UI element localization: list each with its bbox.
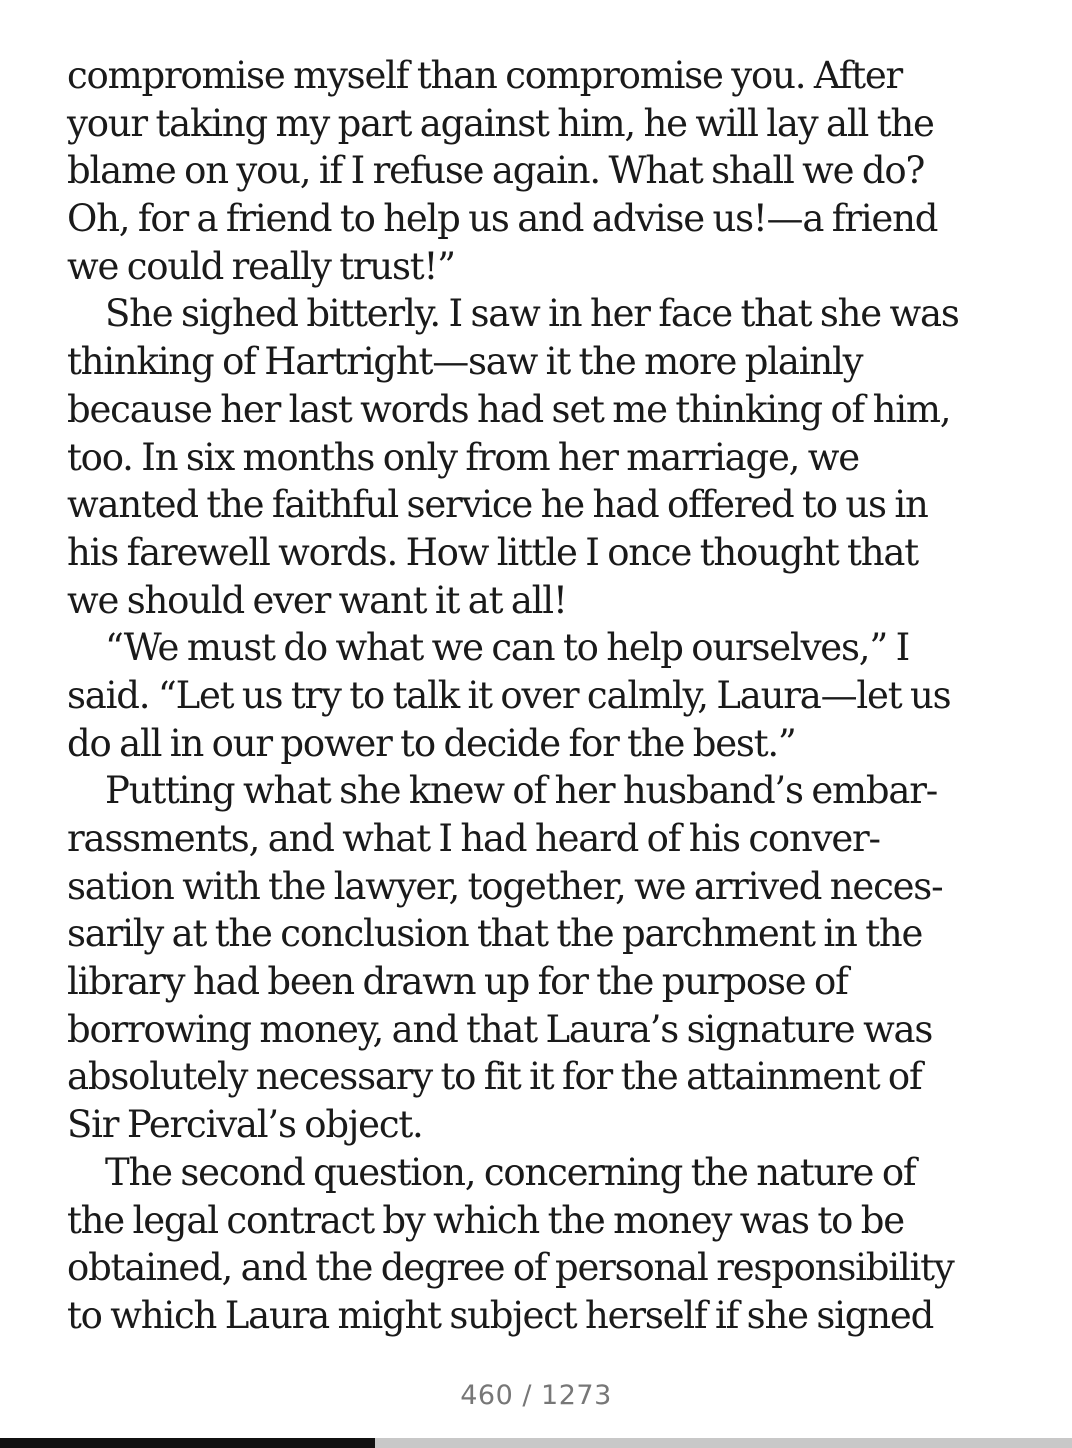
text-line: compromise myself than compromise you. After bbox=[67, 54, 903, 97]
text-line: wanted the faithful service he had offered to us in bbox=[67, 483, 928, 527]
reading-progress-fill bbox=[0, 1438, 375, 1448]
text-line: we should ever want it at all! bbox=[67, 578, 567, 622]
reading-progress-bar[interactable] bbox=[0, 1438, 1072, 1448]
text-line: because her last words had set me thinking of him, bbox=[67, 387, 951, 431]
text-line: blame on you, if I refuse again. What shall we do? bbox=[67, 149, 925, 193]
text-line: to which Laura might subject herself if she signed bbox=[67, 1293, 934, 1337]
text-line: “We must do what we can to help ourselves,” I bbox=[105, 626, 910, 670]
text-line: his farewell words. How little I once thought that bbox=[67, 530, 918, 574]
text-line: obtained, and the degree of personal responsibility bbox=[67, 1246, 954, 1290]
text-line: The second question, concerning the nature of bbox=[105, 1150, 916, 1194]
text-line: She sighed bitterly. I saw in her face that she was bbox=[105, 292, 959, 336]
text-line: too. In six months only from her marriage, we bbox=[67, 435, 859, 479]
text-line: Sir Percival’s object. bbox=[67, 1103, 423, 1147]
text-line: borrowing money, and that Laura’s signature was bbox=[67, 1007, 933, 1051]
text-line: absolutely necessary to fit it for the attainment of bbox=[67, 1055, 922, 1099]
text-line: library had been drawn up for the purpose of bbox=[67, 960, 848, 1004]
text-line: rassments, and what I had heard of his conver- bbox=[67, 817, 880, 860]
text-line: Oh, for a friend to help us and advise us!—a friend bbox=[67, 197, 938, 241]
text-line: thinking of Hartright—saw it the more plainly bbox=[67, 340, 863, 384]
text-line: we could really trust!” bbox=[67, 244, 455, 288]
text-line: your taking my part against him, he will lay all the bbox=[67, 101, 934, 145]
text-line: sarily at the conclusion that the parchment in the bbox=[67, 912, 923, 956]
text-line: said. “Let us try to talk it over calmly, Laura—let us bbox=[67, 673, 951, 717]
text-line: Putting what she knew of her husband’s embar- bbox=[105, 769, 938, 813]
reader-page-text bbox=[67, 52, 1007, 1340]
text-line: sation with the lawyer, together, we arrived neces- bbox=[67, 864, 943, 908]
page-number-indicator: 460 / 1273 bbox=[460, 1380, 612, 1411]
text-line: the legal contract by which the money was to be bbox=[67, 1198, 904, 1242]
text-line: do all in our power to decide for the best.” bbox=[67, 721, 796, 765]
